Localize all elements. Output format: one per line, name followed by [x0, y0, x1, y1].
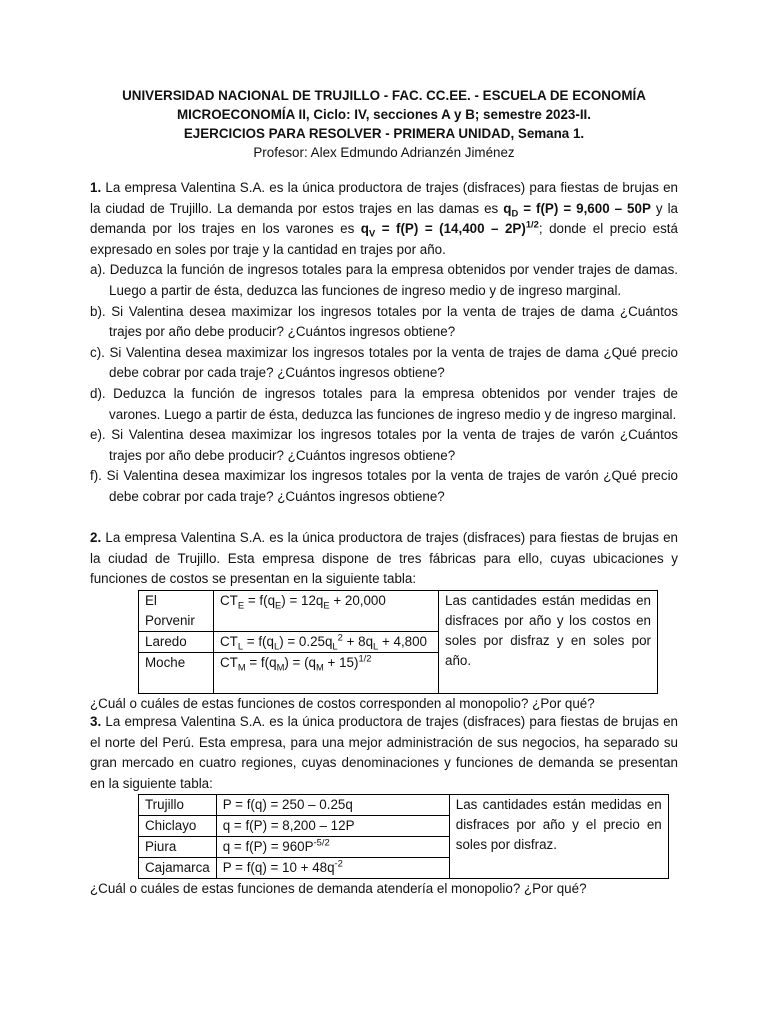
document-header	[0, 86, 768, 162]
factory-name: Moche	[139, 652, 214, 693]
header-professor: Profesor: Alex Edmundo Adrianzén Jiménez	[253, 145, 515, 160]
demand-men-formula: $q_V = f(P) = (14,400 - 2P)^{1/2}$	[360, 219, 539, 239]
exercise-2	[90, 528, 678, 714]
exercise-2-intro: 2. La empresa Valentina S.A. es la única productora de trajes (disfraces) para fiestas de brujas en la ciudad de Trujillo. Esta empresa dispone de tres fábricas para ello, cuyas ubicaciones y funciones de costos se presentan en la siguiente tabla:	[90, 530, 678, 587]
table-row	[139, 590, 658, 631]
table-row	[139, 795, 669, 816]
question-item: c). Si Valentina desea maximizar los ingresos totales por la venta de trajes de dama ¿Qué precio debe cobrar por cada traje? ¿Cuántos ingresos obtiene?	[90, 344, 678, 381]
cost-function: $CT_L = f(q_L) = 0.25q_L^2 + 8q_L + 4,800$	[214, 631, 439, 652]
cost-function: $CT_M = f(q_M) = (q_M + 15)^{1/2}$	[214, 652, 439, 693]
units-note: Las cantidades están medidas en disfraces por año y los costos en soles por disfraz y en soles por año.	[439, 590, 658, 693]
region-name: Chiclayo	[139, 816, 217, 837]
exercise-1-intro: 1. La empresa Valentina S.A. es la única productora de trajes (disfraces) para fiestas de brujas en la ciudad de Trujillo. La demanda por estos trajes en las damas es $q_D = f(P) = 9,600 - 50P$ y la demanda por los trajes en los varones es $q_V = f(P) = (14,400 - 2P)^{1/2}$; donde el precio está expresado en soles por traje y la cantidad en trajes por año.	[90, 180, 678, 257]
demand-function: q = f(P) = 8,200 – 12P	[216, 816, 449, 837]
exercise-2-number: 2.	[90, 530, 102, 545]
exercise-2-question: ¿Cuál o cuáles de estas funciones de costos corresponden al monopolio? ¿Por qué?	[90, 695, 595, 711]
units-note: Las cantidades están medidas en disfraces por año y el precio en soles por disfraz.	[449, 795, 668, 879]
exercise-1-number: 1.	[90, 180, 102, 195]
exercise-3	[90, 712, 678, 900]
demand-function: $P = f(q) = 10 + 48q^{-2}$	[216, 858, 449, 879]
demand-women-formula: $q_D = f(P) = 9,600 - 50P$	[503, 200, 651, 219]
factory-name: El Porvenir	[139, 590, 214, 631]
demand-function: $q = f(P) = 960P^{-5/2}$	[216, 837, 449, 858]
question-item: b). Si Valentina desea maximizar los ingresos totales por la venta de trajes de dama ¿Cuántos trajes por año debe producir? ¿Cuántos ingresos obtiene?	[90, 303, 678, 340]
exercise-1	[90, 178, 678, 508]
demand-functions-table	[138, 794, 669, 879]
exercise-3-question: ¿Cuál o cuáles de estas funciones de demanda atendería el monopolio? ¿Por qué?	[90, 881, 587, 897]
header-university: UNIVERSIDAD NACIONAL DE TRUJILLO - FAC. CC.EE. - ESCUELA DE ECONOMÍA	[122, 88, 646, 103]
region-name: Trujillo	[139, 795, 217, 816]
factory-name: Laredo	[139, 631, 214, 652]
question-item: d). Deduzca la función de ingresos totales para la empresa obtenidos por vender trajes de varones. Luego a partir de ésta, deduzca las funciones de ingreso medio y de ingreso marginal.	[90, 385, 678, 422]
cost-function: $CT_E = f(q_E) = 12q_E + 20,000$	[214, 590, 439, 631]
exercise-3-number: 3.	[90, 714, 102, 729]
exercise-3-intro: 3. La empresa Valentina S.A. es la única productora de trajes (disfraces) para fiestas de brujas en el norte del Perú. Esta empresa, para una mejor administración de sus negocios, ha separado su gran mercado en cuatro regiones, cuyas denominaciones y funciones de demanda se presentan en la siguiente tabla:	[90, 714, 678, 791]
question-item: a). Deduzca la función de ingresos totales para la empresa obtenidos por vender trajes de damas. Luego a partir de ésta, deduzca las funciones de ingreso medio y de ingreso marginal.	[90, 262, 678, 298]
question-item: e). Si Valentina desea maximizar los ingresos totales por la venta de trajes de varón ¿Cuántos trajes por año debe producir? ¿Cuántos ingresos obtiene?	[90, 427, 678, 463]
region-name: Cajamarca	[139, 858, 217, 879]
region-name: Piura	[139, 837, 217, 858]
cost-functions-table	[138, 590, 658, 694]
demand-function: P = f(q) = 250 – 0.25q	[216, 795, 449, 816]
header-exercises: EJERCICIOS PARA RESOLVER - PRIMERA UNIDAD, Semana 1.	[183, 126, 585, 141]
header-course: MICROECONOMÍA II, Ciclo: IV, secciones A y B; semestre 2023-II.	[176, 107, 591, 122]
question-item: f). Si Valentina desea maximizar los ingresos totales por la venta de trajes de varón ¿Qué precio debe cobrar por cada traje? ¿Cuántos ingresos obtiene?	[90, 468, 678, 504]
